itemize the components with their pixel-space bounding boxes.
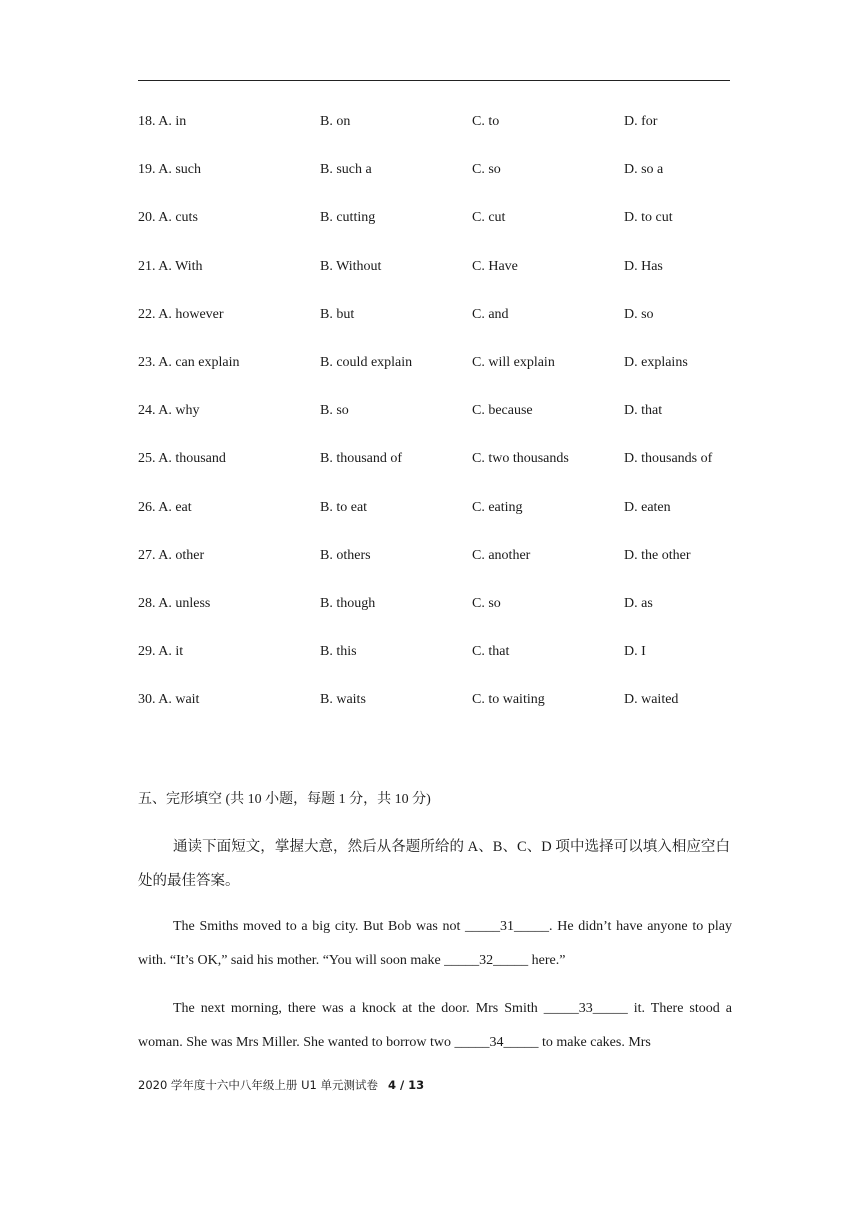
option-a: 28. A. unless xyxy=(138,595,211,611)
option-list xyxy=(138,113,738,739)
option-d: D. to cut xyxy=(624,210,673,226)
option-row-28 xyxy=(138,595,738,643)
option-d: D. waited xyxy=(624,692,679,708)
option-c: C. Have xyxy=(472,258,518,274)
option-c: C. that xyxy=(472,644,510,660)
option-a: 23. A. can explain xyxy=(138,354,240,370)
option-c: C. another xyxy=(472,547,531,563)
section-title: 五、完形填空 (共 10 小题，每题 1 分，共 10 分) xyxy=(138,792,431,807)
option-d: D. so a xyxy=(624,162,664,178)
option-c: C. two thousands xyxy=(472,451,569,467)
option-d: D. the other xyxy=(624,547,691,563)
option-b: B. so xyxy=(320,403,349,419)
option-a: 26. A. eat xyxy=(138,499,192,515)
option-d: D. explains xyxy=(624,354,688,370)
option-row-21 xyxy=(138,258,738,306)
option-c: C. because xyxy=(472,403,533,419)
option-b: B. such a xyxy=(320,162,372,178)
option-c: C. to waiting xyxy=(472,692,545,708)
option-d: D. Has xyxy=(624,258,663,274)
option-c: C. so xyxy=(472,595,501,611)
section-instructions: 通读下面短文，掌握大意，然后从各题所给的 A、B、C、D 项中选择可以填入相应空白处的最佳答案。 xyxy=(138,839,730,889)
option-c: C. to xyxy=(472,114,500,129)
option-a: 30. A. wait xyxy=(138,692,200,708)
option-a: 25. A. thousand xyxy=(138,451,226,467)
option-b: B. thousand of xyxy=(320,451,403,467)
passage-paragraph: The next morning, there was a knock at the door. Mrs Smith _____33_____ it. There stood a woman. She was Mrs Miller. She wanted to borrow two _____34_____ to make cakes. Mrs xyxy=(138,1001,732,1050)
option-a: 22. A. however xyxy=(138,306,224,322)
option-row-23 xyxy=(138,354,738,402)
option-c: C. and xyxy=(472,306,509,322)
option-row-18 xyxy=(138,113,738,161)
option-a: 18. A. in xyxy=(138,114,187,129)
option-c: C. cut xyxy=(472,210,506,226)
option-d: D. thousands of xyxy=(624,451,713,467)
option-c: C. eating xyxy=(472,499,523,515)
option-row-19 xyxy=(138,161,738,209)
option-row-29 xyxy=(138,643,738,691)
option-b: B. waits xyxy=(320,692,366,708)
option-b: B. could explain xyxy=(320,354,413,370)
option-row-20 xyxy=(138,209,738,257)
option-a: 29. A. it xyxy=(138,644,184,660)
footer-title: 2020 学年度十六中八年级上册 U1 单元测试卷 xyxy=(138,1078,378,1092)
option-row-25 xyxy=(138,450,738,498)
option-b: B. Without xyxy=(320,258,382,274)
option-a: 27. A. other xyxy=(138,547,205,563)
option-c: C. so xyxy=(472,162,501,178)
passage-paragraph: The Smiths moved to a big city. But Bob was not _____31_____. He didn’t have anyone to play with. “It’s OK,” said his mother. “You will soon make _____32_____ here.” xyxy=(138,919,732,968)
option-a: 20. A. cuts xyxy=(138,210,198,226)
option-d: D. so xyxy=(624,306,654,322)
option-b: B. this xyxy=(320,644,357,660)
option-d: D. eaten xyxy=(624,499,671,515)
option-row-27 xyxy=(138,547,738,595)
option-b: B. to eat xyxy=(320,499,368,515)
option-a: 21. A. With xyxy=(138,258,203,274)
option-row-24 xyxy=(138,402,738,450)
header-rule xyxy=(138,80,730,81)
page-number: 4 / 13 xyxy=(387,1078,425,1092)
option-d: D. that xyxy=(624,403,663,419)
option-b: B. cutting xyxy=(320,210,376,226)
option-row-22 xyxy=(138,306,738,354)
option-a: 19. A. such xyxy=(138,162,201,178)
option-row-30 xyxy=(138,691,738,739)
option-d: D. as xyxy=(624,595,653,611)
option-a: 24. A. why xyxy=(138,403,200,419)
option-d: D. I xyxy=(624,644,646,660)
option-b: B. but xyxy=(320,306,355,322)
option-b: B. others xyxy=(320,547,371,563)
option-d: D. for xyxy=(624,114,658,129)
option-c: C. will explain xyxy=(472,354,555,370)
option-b: B. on xyxy=(320,114,351,129)
option-row-26 xyxy=(138,499,738,547)
option-b: B. though xyxy=(320,595,376,611)
page-footer xyxy=(138,1077,424,1093)
